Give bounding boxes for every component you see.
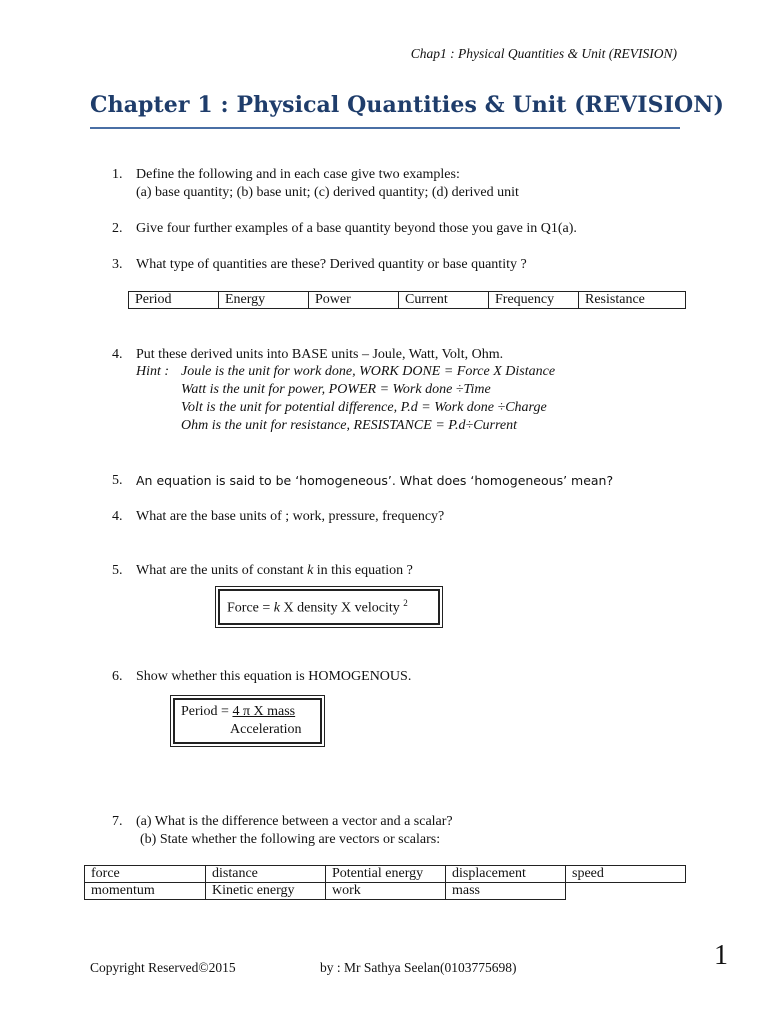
- table-cell: Energy: [219, 292, 309, 309]
- table-row: [85, 866, 686, 883]
- running-header: Chap1 : Physical Quantities & Unit (REVISION): [410, 46, 677, 61]
- table-row: [129, 292, 686, 309]
- page-number: 1: [714, 940, 728, 971]
- table-cell: Period: [129, 292, 219, 309]
- table-row: [85, 883, 686, 900]
- page-title: Chapter 1 : Physical Quantities & Unit (REVISION): [90, 92, 724, 118]
- table-cell: displacement: [446, 866, 566, 883]
- equation-box-period: [170, 695, 325, 747]
- question-number: 1.: [112, 167, 123, 182]
- equation-denominator: Acceleration: [230, 722, 302, 737]
- table-cell: Frequency: [489, 292, 579, 309]
- table-cell: momentum: [85, 883, 206, 900]
- table-cell: Current: [399, 292, 489, 309]
- table-cell: Potential energy: [326, 866, 446, 883]
- hint-line: Watt is the unit for power, POWER = Work done ÷Time: [181, 382, 491, 397]
- table-cell: work: [326, 883, 446, 900]
- footer-author: by : Mr Sathya Seelan(0103775698): [320, 960, 517, 975]
- vector-scalar-table: [84, 865, 686, 900]
- footer-copyright: Copyright Reserved©2015: [90, 960, 236, 975]
- hint-line: Ohm is the unit for resistance, RESISTANCE = P.d÷Current: [181, 418, 518, 433]
- table-cell: Kinetic energy: [206, 883, 326, 900]
- table-cell: Resistance: [579, 292, 686, 309]
- quantities-table: [128, 291, 686, 309]
- table-cell: Power: [309, 292, 399, 309]
- hint-line: Volt is the unit for potential difference, P.d = Work done ÷Charge: [181, 400, 547, 415]
- variable-k: k: [307, 563, 314, 578]
- table-cell-empty: [566, 883, 686, 900]
- title-underline: [90, 127, 680, 129]
- equation-period: Period = 4 π X mass: [181, 704, 296, 719]
- table-cell: mass: [446, 883, 566, 900]
- question-text: Define the following and in each case give two examples: (a) base quantity; (b) base unit; (c) derived quantity; (d) derived unit: [136, 167, 519, 200]
- equation-box-force: [215, 586, 443, 628]
- table-cell: force: [85, 866, 206, 883]
- equation-force: Force = k X density X velocity $^2$: [227, 598, 408, 616]
- hint-label: Hint :: [136, 364, 170, 379]
- table-cell: speed: [566, 866, 686, 883]
- hint-line: Joule is the unit for work done, WORK DONE = Force X Distance: [181, 364, 556, 379]
- table-cell: distance: [206, 866, 326, 883]
